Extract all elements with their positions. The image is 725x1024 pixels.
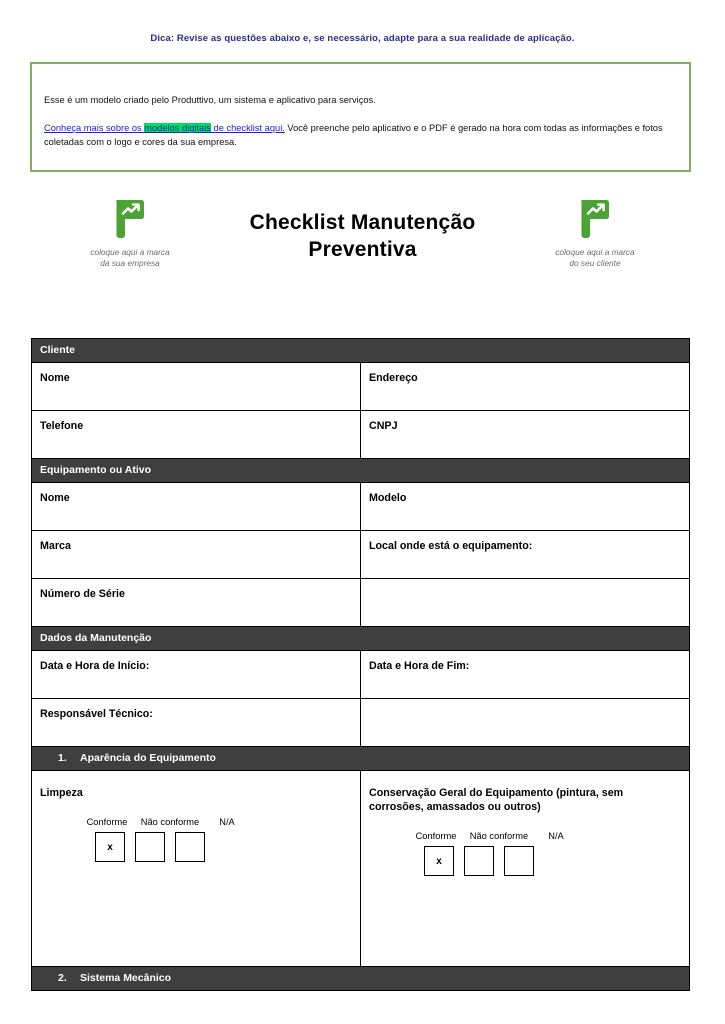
checkbox-conservacao-na[interactable] xyxy=(504,846,534,876)
page-title xyxy=(210,190,515,263)
field-equipamento-local[interactable]: Local onde está o equipamento: xyxy=(361,531,690,579)
section-band-item2-label: Sistema Mecânico xyxy=(80,972,172,984)
option-label-na: N/A xyxy=(548,831,564,841)
page-title-line1: Checklist Manutenção xyxy=(249,211,476,234)
field-cliente-endereco[interactable]: Endereço xyxy=(361,363,690,411)
field-data-hora-fim[interactable]: Data e Hora de Fim: xyxy=(361,651,690,699)
check-item-limpeza-title: Limpeza xyxy=(40,787,83,799)
section-band-item1-cell xyxy=(32,747,690,771)
note-rest-text: Você preenche pelo aplicativo e o PDF é gerado na hora com todas as informações e fotos coletadas com o logo e cores da sua empresa. xyxy=(44,123,663,147)
company-flag-logo-icon xyxy=(50,198,210,238)
option-label-nao-conforme: Não conforme xyxy=(140,817,200,827)
field-responsavel-tecnico[interactable]: Responsável Técnico: xyxy=(32,699,361,747)
checkbox-limpeza-conforme[interactable]: x xyxy=(95,832,125,862)
section-band-cliente-label: Cliente xyxy=(32,339,690,363)
check-item-conservacao-options xyxy=(369,831,677,876)
checklist-form xyxy=(31,338,690,991)
field-cliente-telefone[interactable]: Telefone xyxy=(32,411,361,459)
note-paragraph-2 xyxy=(44,121,675,149)
option-label-na: N/A xyxy=(219,817,235,827)
section-band-manutencao-label: Dados da Manutenção xyxy=(32,627,690,651)
section-band-item2 xyxy=(32,967,690,991)
field-equipamento-empty[interactable] xyxy=(361,579,690,627)
checkbox-limpeza-na[interactable] xyxy=(175,832,205,862)
section-band-equipamento xyxy=(32,459,690,483)
section-band-item2-cell xyxy=(32,967,690,991)
section-band-item1-label: Aparência do Equipamento xyxy=(80,752,216,764)
check-item-limpeza xyxy=(32,771,361,967)
field-equipamento-marca[interactable]: Marca xyxy=(32,531,361,579)
option-checkboxes xyxy=(411,846,677,876)
company-logo-caption xyxy=(50,247,210,269)
checkbox-conservacao-nao-conforme[interactable] xyxy=(464,846,494,876)
checkbox-limpeza-nao-conforme[interactable] xyxy=(135,832,165,862)
field-equipamento-numero-serie[interactable]: Número de Série xyxy=(32,579,361,627)
table-row xyxy=(32,699,690,747)
link-text-before: Conheça mais sobre os xyxy=(44,123,145,133)
table-row xyxy=(32,363,690,411)
info-note-content xyxy=(32,64,689,149)
link-highlight-text: modelos digitais xyxy=(144,123,211,133)
page-title-line2: Preventiva xyxy=(308,238,417,261)
section-band-equipamento-label: Equipamento ou Ativo xyxy=(32,459,690,483)
link-text-after: de checklist aqui. xyxy=(210,123,285,133)
client-logo-caption xyxy=(515,247,675,269)
section-band-item1 xyxy=(32,747,690,771)
table-row xyxy=(32,483,690,531)
client-logo-block xyxy=(515,190,675,269)
table-row xyxy=(32,651,690,699)
note-paragraph-1: Esse é um modelo criado pelo Produttivo, um sistema e aplicativo para serviços. xyxy=(44,95,376,105)
info-note-box xyxy=(30,62,691,172)
section-band-item1-number: 1. xyxy=(58,752,67,764)
field-data-hora-inicio[interactable]: Data e Hora de Início: xyxy=(32,651,361,699)
company-logo-block xyxy=(50,190,210,269)
option-labels xyxy=(411,831,677,841)
field-equipamento-nome[interactable]: Nome xyxy=(32,483,361,531)
client-flag-logo-icon xyxy=(515,198,675,238)
option-label-conforme: Conforme xyxy=(86,817,128,827)
check-item-conservacao-title: Conservação Geral do Equipamento (pintura, sem corrosões, amassados ou outros) xyxy=(369,787,624,813)
option-label-nao-conforme: Não conforme xyxy=(469,831,529,841)
company-logo-caption-line2: da sua empresa xyxy=(100,258,160,268)
checklist-models-link[interactable] xyxy=(44,123,285,133)
option-label-conforme: Conforme xyxy=(415,831,457,841)
option-labels xyxy=(82,817,348,827)
field-responsavel-empty[interactable] xyxy=(361,699,690,747)
table-row xyxy=(32,531,690,579)
tip-text: Dica: Revise as questões abaixo e, se necessário, adapte para a sua realidade de aplicação. xyxy=(150,33,575,44)
checkbox-conservacao-conforme[interactable]: x xyxy=(424,846,454,876)
table-row xyxy=(32,579,690,627)
document-header xyxy=(0,190,725,285)
check-item-limpeza-options xyxy=(40,817,348,862)
form-table xyxy=(31,338,690,991)
field-equipamento-modelo[interactable]: Modelo xyxy=(361,483,690,531)
section-band-manutencao xyxy=(32,627,690,651)
table-row xyxy=(32,771,690,967)
company-logo-caption-line1: coloque aqui a marca xyxy=(90,247,170,257)
client-logo-caption-line2: do seu cliente xyxy=(569,258,621,268)
section-band-item2-number: 2. xyxy=(58,972,67,984)
field-cliente-cnpj[interactable]: CNPJ xyxy=(361,411,690,459)
client-logo-caption-line1: coloque aqui a marca xyxy=(555,247,635,257)
option-checkboxes xyxy=(82,832,348,862)
table-row xyxy=(32,411,690,459)
check-item-conservacao xyxy=(361,771,690,967)
section-band-cliente xyxy=(32,339,690,363)
field-cliente-nome[interactable]: Nome xyxy=(32,363,361,411)
